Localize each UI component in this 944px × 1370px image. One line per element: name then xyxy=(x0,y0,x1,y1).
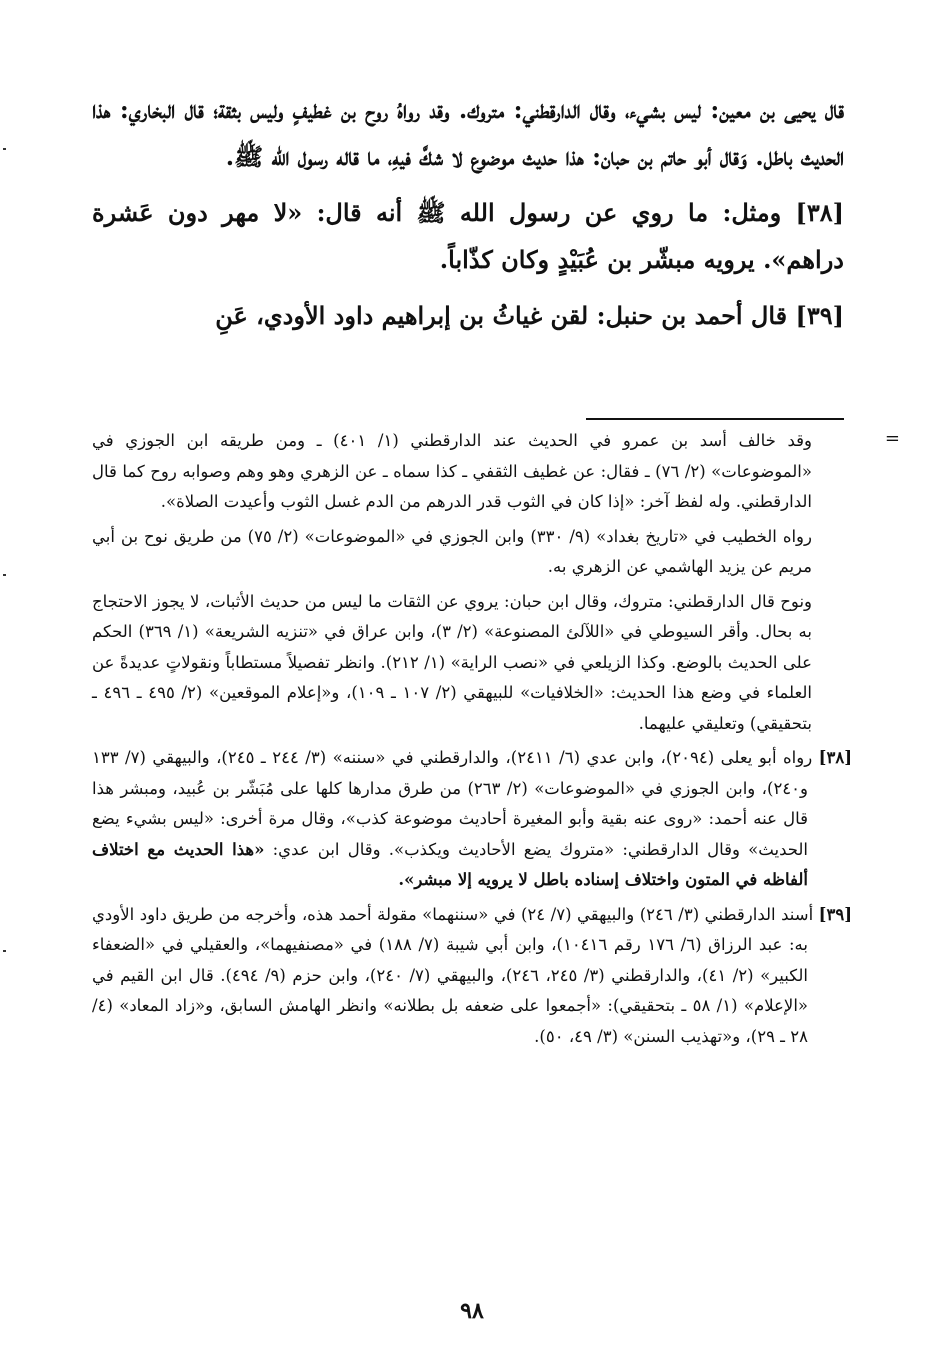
scan-speck xyxy=(3,950,6,952)
footnote-paragraph: ونوح قال الدارقطني: متروك، وقال ابن حبان: يروي عن الثقات ما ليس من حديث الأثبات، لا يجوز الاحتجاج به بحال. وأقر السيوطي في «اللآلئ المصنوعة» (٢/ ٣)، وابن عراق في «تنزيه الشريعة» (١/ ٣٦٩) الحكم على الحديث بالوضع. وكذا الزيلعي في «نصب الراية» (١/ ٢١٢). وانظر تفصيلاً مستطاباً ونقولاتٍ عديدةً عن العلماء في وضع هذا الحديث: «الخلافيات» للبيهقي (٢/ ١٠٧ ـ ١٠٩)، و«إعلام الموقعين» (٢/ ٤٩٥ ـ ٤٩٦ ـ بتحقيقي) وتعليقي عليهما. xyxy=(92,591,813,733)
footnotes xyxy=(92,426,900,1056)
footnote-39 xyxy=(92,900,852,1053)
scan-speck xyxy=(3,148,6,150)
main-paragraph: [٣٩] قال أحمد بن حنبل: لقن غياثُ بن إبراهيم داود الأودي، عَنِ xyxy=(215,301,844,330)
footnote-text: رواه أبو يعلى (٢٠٩٤)، وابن عدي (٦/ ٢٤١١)، والدارقطني في «سننه» (٣/ ٢٤٤ ـ ٢٤٥)، والبيهقي (٧/ ١٣٣ و٢٤٠)، وابن الجوزي في «الموضوعات» (٢/ ٢٦٣) من طرق مدارها كلها على مُبَشّر بن عُبيد، ومبشر هذا قال عنه أحمد: «روى عنه بقية وأبو المغيرة أحاديث موضوعة كذب»، وقال مرة أخرى: «ليس بشيء يضع الحديث» وقال الدارقطني: «متروك يضع الأحاديث ويكذب». وقال ابن عدي: xyxy=(92,748,813,859)
main-paragraph: قال يحيى بن معين: ليس بشيء، وقال الدارقطني: متروك. وقد رواهُ روح بن غطيفٍ وليس بثقة؛ قال البخاري: هذا الحديث باطل. وَقال أبو حاتم بن حبان: هذا حديث موضوع لا شكَّ فيهِ، ما قاله رسول الله ﷺ. xyxy=(92,95,844,171)
footnote-38 xyxy=(92,743,852,896)
main-paragraph: [٣٨] ومثل: ما روي عن رسول الله ﷺ أنه قال: «لا مهر دون عَشرة دراهم». يرويه مبشّر بن عُبَيْدٍ وكان كذّاباً. xyxy=(92,198,844,274)
footnote-ref: [٣٩] xyxy=(818,904,853,924)
continuation-mark: = xyxy=(884,428,900,449)
page-number: ٩٨ xyxy=(460,1298,484,1324)
main-text xyxy=(92,86,844,348)
footnote-text: أسند الدارقطني (٣/ ٢٤٦) والبيهقي (٧/ ٢٤) في «سننهما» مقولة أحمد هذه، وأخرجه من طريق داود الأودي به: عبد الرزاق (٦/ ١٧٦ رقم ١٠٤١٦)، وابن أبي شيبة (٧/ ١٨٨) في «مصنفيهما»، والعقيلي في «الضعفاء الكبير» (٢/ ٤١)، والدارقطني (٣/ ٢٤٥، ٢٤٦)، والبيهقي (٧/ ٢٤٠)، وابن حزم (٩/ ٤٩٤). قال ابن القيم في «الإعلام» (١/ ٥٨ ـ بتحقيقي): «أجمعوا على ضعفه بل بطلانه» وانظر الهامش السابق، و«زاد المعاد» (٤/ ٢٨ ـ ٢٩)، و«تهذيب السنن» (٣/ ٤٩، ٥٠). xyxy=(92,904,814,1046)
footnote-paragraph: وقد خالف أسد بن عمرو في الحديث عند الدارقطني (١/ ٤٠١) ـ ومن طريقه ابن الجوزي في «الموضوعات» (٢/ ٧٦) ـ فقال: عن غطيف الثقفي ـ كذا سماه ـ عن الزهري وهو وهم وصوابه روح كما قال الدارقطني. وله لفظ آخر: «إذا كان في الثوب قدر الدرهم من الدم غسل الثوب وأعيدت الصلاة». xyxy=(92,431,812,511)
scan-speck xyxy=(3,574,6,576)
footnote-ref: [٣٨] xyxy=(818,748,853,767)
footnote-bold-quote: «هذا الحديث مع اختلاف ألفاظه في المتون واختلاف إسناده باطل لا يرويه إلا مبشر». xyxy=(92,839,808,889)
footnote-paragraph: رواه الخطيب في «تاريخ بغداد» (٩/ ٣٣٠) وابن الجوزي في «الموضوعات» (٢/ ٧٥) من طريق نوح بن أبي مريم عن يزيد الهاشمي عن الزهري به. xyxy=(92,526,812,576)
footnote-separator xyxy=(586,418,844,420)
